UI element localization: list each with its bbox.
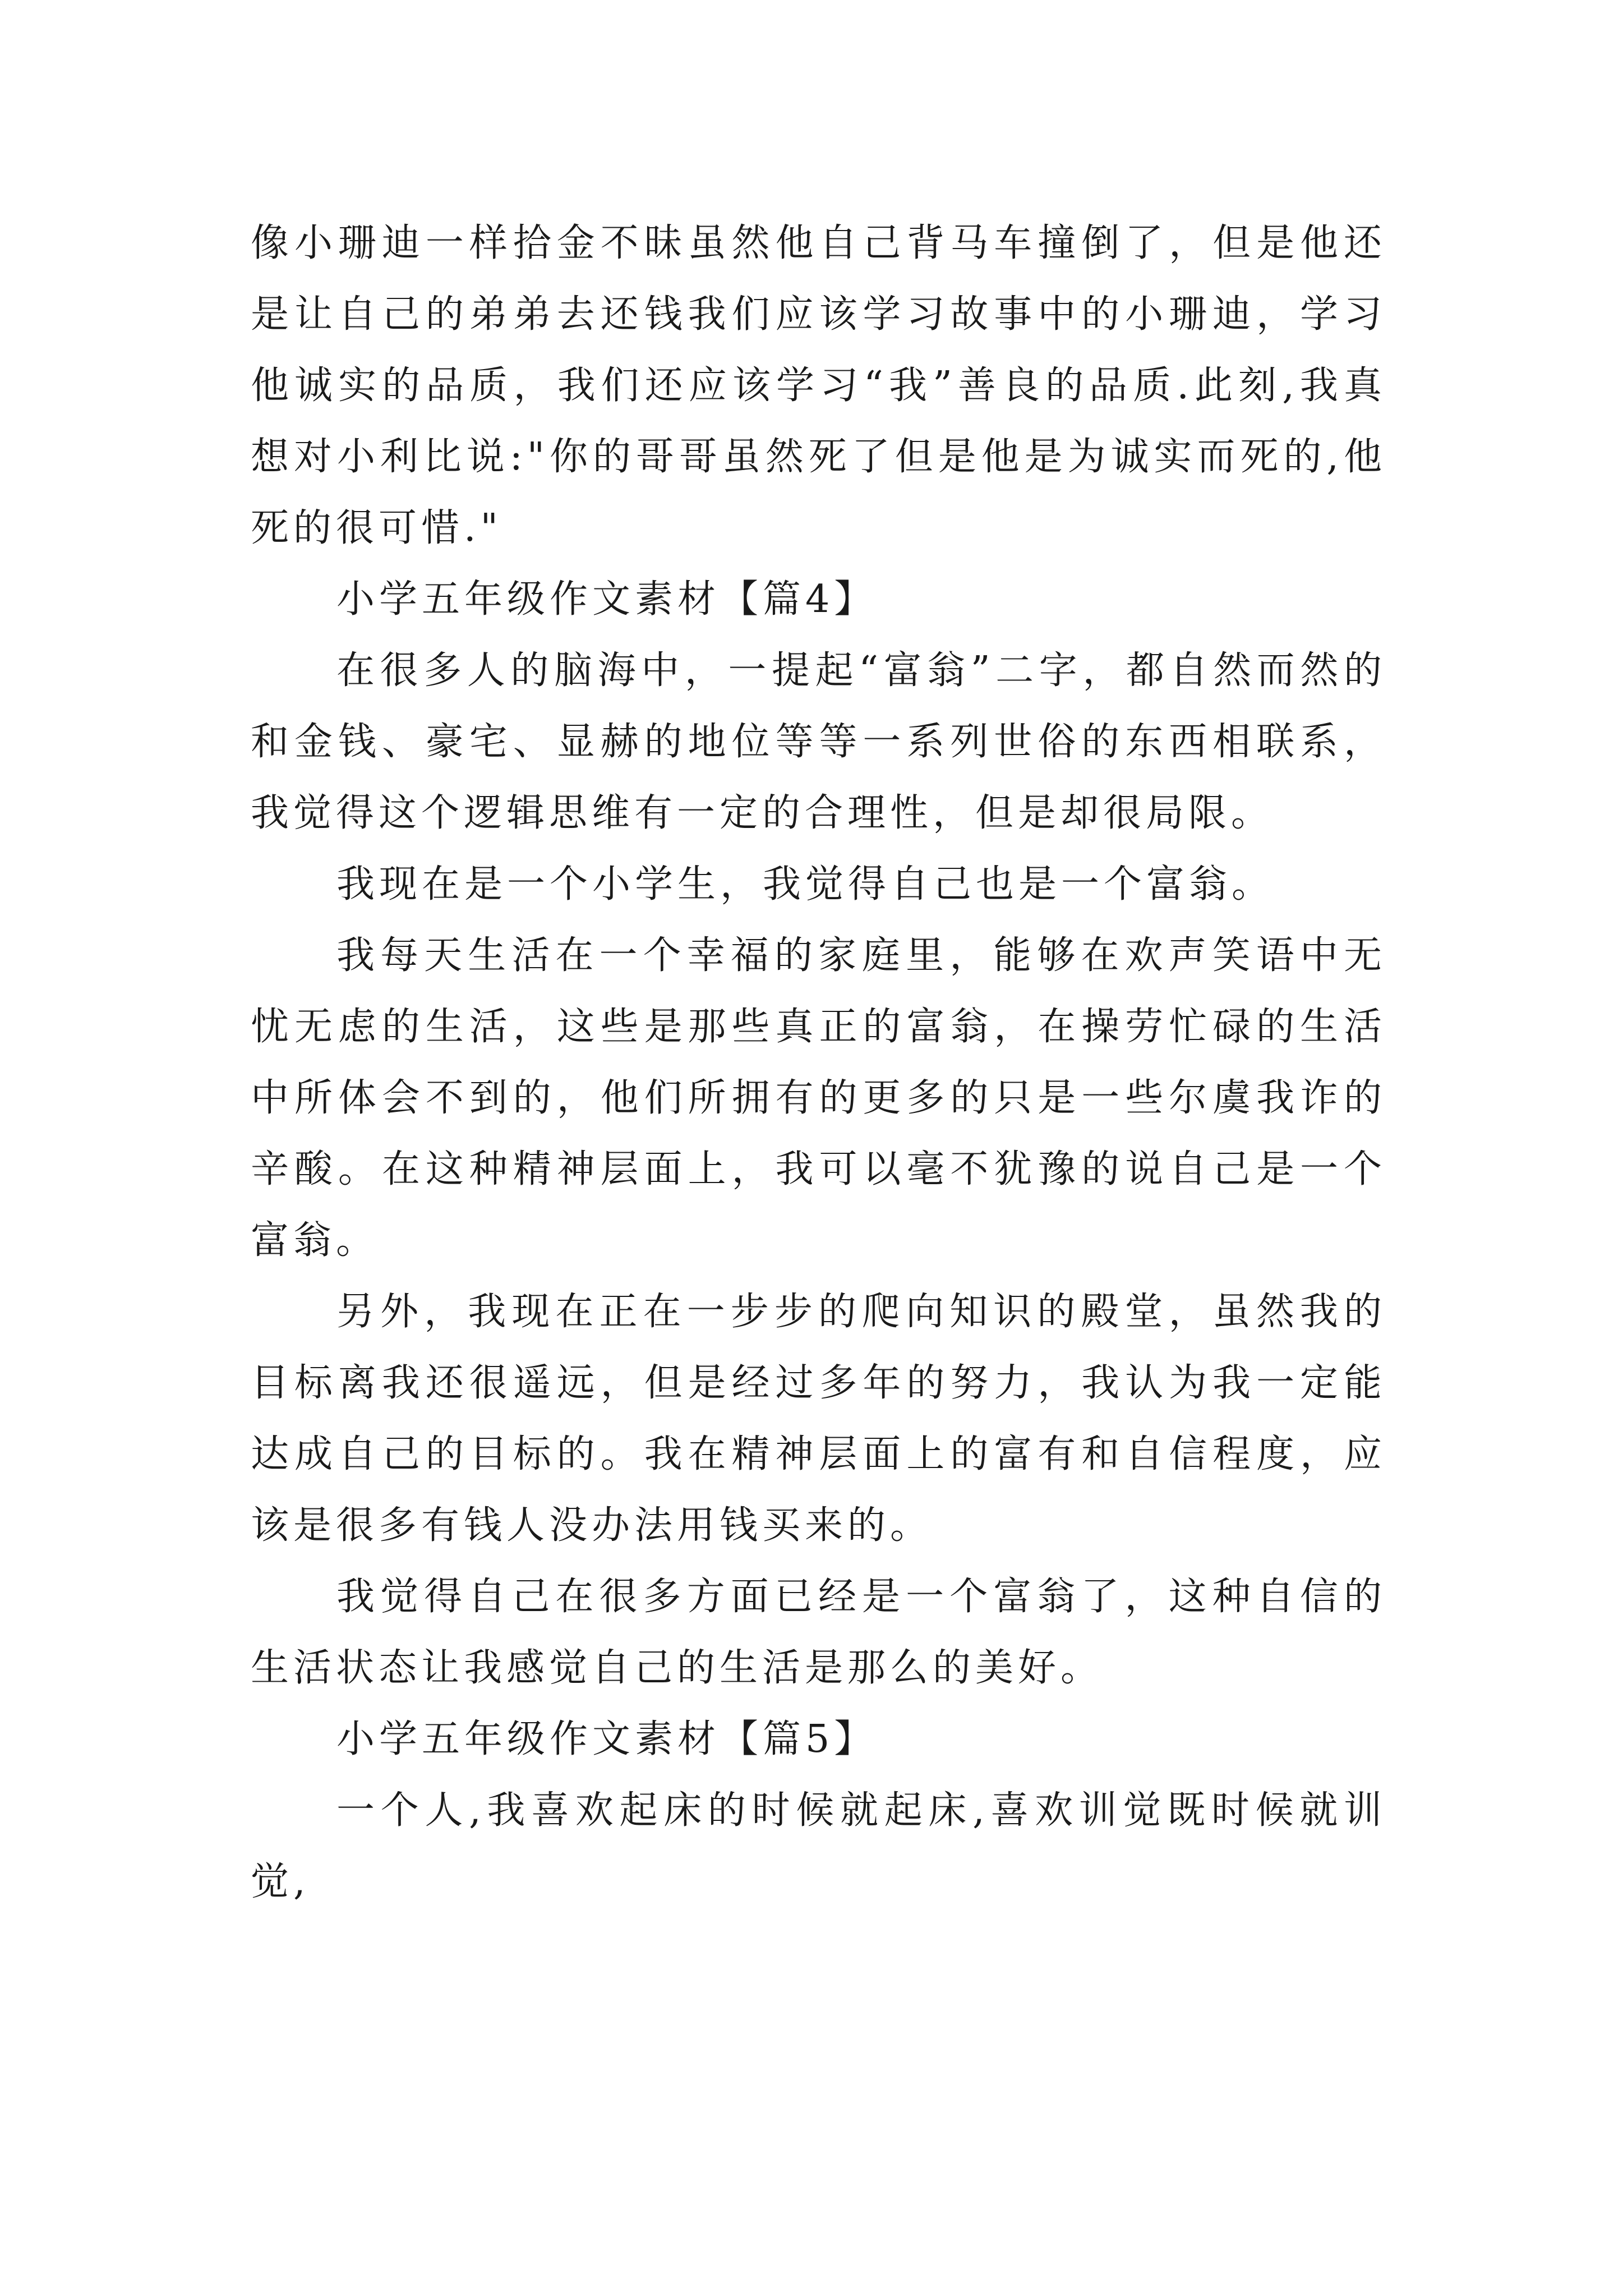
paragraph-confidence: 我觉得自己在很多方面已经是一个富翁了，这种自信的生活状态让我感觉自己的生活是那么的美好。 [251, 1575, 1386, 1690]
paragraph-sandy-conclusion: 像小珊迪一样拾金不昧虽然他自己背马车撞倒了，但是他还是让自己的弟弟去还钱我们应该学习故事中的小珊迪，学习他诚实的品质，我们还应该学习“我”善良的品质.此刻,我真想对小利比说:"你的哥哥虽然死了但是他是为诚实而死的,他死的很可惜." [251, 221, 1386, 550]
paragraph-happy-family: 我每天生活在一个幸福的家庭里，能够在欢声笑语中无忧无虑的生活，这些是那些真正的富翁，在操劳忙碌的生活中所体会不到的，他们所拥有的更多的只是一些尔虞我诈的辛酸。在这种精神层面上，我可以毫不犹豫的说自己是一个富翁。 [251, 933, 1386, 1263]
document-body [251, 208, 1386, 1917]
paragraph-knowledge: 另外，我现在正在一步步的爬向知识的殿堂，虽然我的目标离我还很遥远，但是经过多年的努力，我认为我一定能达成自己的目标的。我在精神层面上的富有和自信程度，应该是很多有钱人没办法用钱买来的。 [251, 1290, 1386, 1548]
paragraph-student-rich: 我现在是一个小学生，我觉得自己也是一个富翁。 [336, 862, 1275, 907]
section-heading-5: 小学五年级作文素材【篇5】 [336, 1717, 877, 1761]
section-heading-4: 小学五年级作文素材【篇4】 [336, 577, 877, 622]
paragraph-rich-man-intro: 在很多人的脑海中，一提起“富翁”二字，都自然而然的和金钱、豪宅、显赫的地位等等一系列世俗的东西相联系，我觉得这个逻辑思维有一定的合理性，但是却很局限。 [251, 648, 1386, 835]
paragraph-alone: 一个人,我喜欢起床的时候就起床,喜欢训觉既时候就训觉, [251, 1788, 1386, 1904]
